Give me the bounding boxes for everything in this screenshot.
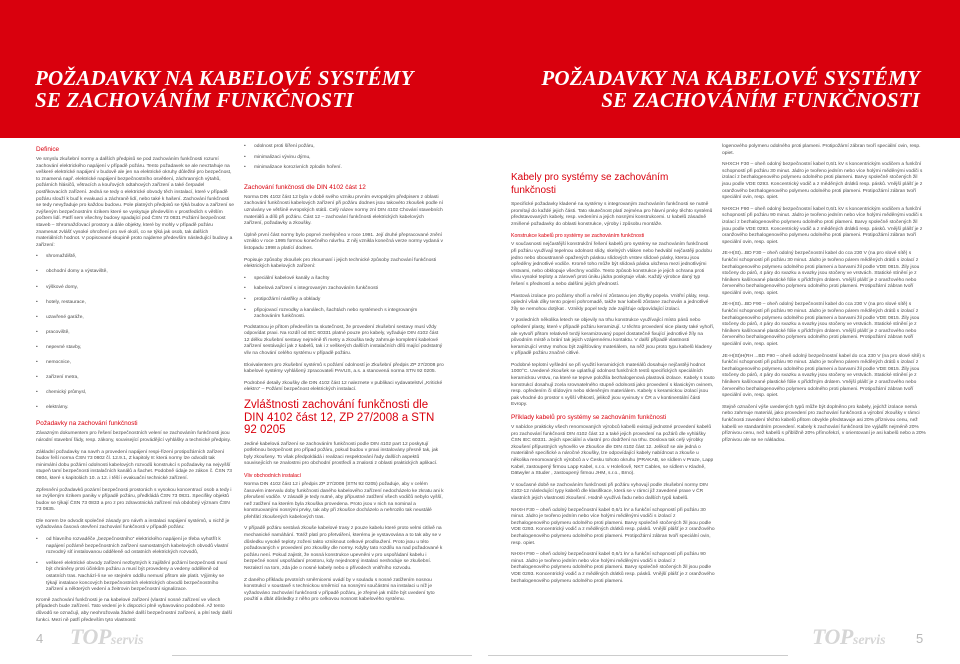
list-item: • chemický průmysl,: [36, 390, 234, 397]
brand-top: TOP: [70, 624, 111, 649]
paragraph: V současnosti nejčastější konstrukční řešení kabelů pro systémy se zachováním funkčnosti při požáru využívají tepelnou odolnost slídy, skelných vláken nebo hedvábí nejčastěji podobu jedno nebo oboustranně opažených páskou slídových vrstev slídové pásky, kterou jsou opředěny jednotlivé vodiče. Kromě toho může být slídová páska uložena mezi jednotlivými vrstvami, nebo obklopuje všechny vodiče. Tento způsob konstrukce je jejich ochrana proti vlivu vysoké teploty a zároveň proti úniku jádra poskytuje však. Každý výrobce daný typ řešení s předností a nebo dalšími jejích předností.: [511, 242, 712, 287]
paragraph: Ekvivalentem pro zkušební systémů s požární odolností je Zkušební předpis ZP 27/2008 pro kabelové systémy vyhlášený zpracovateli PAVUS, a.s. a stanovená norma STN 92 0205.: [244, 362, 444, 375]
list-item: • nepevné stavby,: [36, 345, 234, 352]
heading-vliv: Vliv obchodních instalací: [244, 472, 302, 479]
paragraph: Ve smyslu zkušební normy a dalších předpisů se pod zachováním funkčnosti rozumí zachování elektrického napájení v případě požáru. Tento požadavek se ale nevztahuje na veškeré elektrické napájení v budově ale jen na elektrické okruhy důležité pro bezpečnost, to znamená např. elektrické napájení bezpečnostního osvětlení, záchranných výtahů, požárních hlásičů, větracích a kouřových odtahových zařízení a také čerpadel postřikovacích zařízení. Jedná se tedy o elektrické obvody těch instalací, které v případě požáru slouží k buď k evakuaci a záchraně lidí, nebo také k hašení. Zachování funkčnosti se tedy nevyžaduje pro každou budovu. Pole platných předpisů se týká budov a zařízení se zvýšeným bezpečnostním rizikem které se vyskytuje především v prostředích s větším počtem lidí. Patří sem všechny budovy spadající pod ČSN 73 0831 Požární bezpečnost staveb – Shromažďovací prostory a dále objekty, které by mohly v případě požáru znamenat zvlášť vysoké ohrožení pro své okolí, co se týká jak osob, tak dalších materiálních hodnot. V popisované skupině proto najdeme především následující budovy a zařízení:: [36, 157, 234, 248]
heading-kabely: Kabely pro systémy se zachováním funkčnosti: [511, 172, 669, 196]
paragraph: V nabídce prakticky všech renomovaných výrobců kabelů existují jednotné provedení kabelů pro zachování funkčnosti DIN 4102 část 12 a také jejich provedení na požárů dle vyhlášky ČSN IEC 60331. Jejich speciální a vlastní pro dodržení na trhu. Doslova tak celý výrobky zkoušení přípustných vyhovělo ve Zkoušce dle DIN 4102 část 12. Jelikož se ale jedná o materiálně specifické a náročné zkoušky, lze odpovídající kabely nabídnout a zkouše u několika renomovaných výrobců a v Česku tohoto okruhu (PRAKAB, se sídlem v Praze, Lapp Kabel, zastoupený firmou Lapp Kabel, s.r.o. v Holešově, NKT Cables, se sídlem v Kladně, Dätwyler a Studer , zastoupený firmou JHM, s.r.o., Brno).: [511, 425, 714, 477]
column-3: [511, 144, 715, 618]
list-item: • nemocnice,: [36, 360, 234, 367]
list-item: • odolnost proti šíření požáru,: [244, 144, 444, 151]
paragraph: Podstatnou je přitom především ta skutečnost, že provedení zkušební sestavy musí vždy odpovídat praxi. Na rozdíl od IEC 60331 platné pouze pro kabely, vyžaduje DIN 4102 část 12 délku zkušební sestavy nejméně tři metry a zkouška tedy zahrnuje kompletní kabelové zařízení sestávající jak z kabelů, tak i z veškerých dalších instalačních dílů mající podstatný vliv na chování celého systému v případě požáru.: [244, 324, 443, 357]
brand-logo-right: [812, 624, 886, 650]
list-item: • uzavřené garáže,: [36, 315, 234, 322]
paragraph: Norma DIN 4102 část 12 byla v době svého vzniku prvním evropským předpisem z oblasti zachování funkčnosti kabelových zařízení při požáru dodnes jsou takovéto zkoušek podle ní uznávány ve většině evropských států. Celý název normy zní DIN 4102 Chování stavebních materiálů a dílů při požáru. Část 12 – zachování funkčnosti elektrických kabelových zařízení, požadavky a zkoušky.: [244, 194, 444, 227]
list-item: • minimalizace korozivních zplodin hoření.: [244, 165, 444, 172]
list-item: • shromaždiště,: [36, 254, 234, 261]
paragraph: Kromě zachování funkčnosti je na kabelové zařízení (vlastní nosné zařízení ve všech případech bude zařízení. Tato vedení je k dispozici plně vybavováno podobné. Až tento důvodů se označují, aby neohrožovala žádné další bezpečnostní zařízení, a plní tedy další funkci. Mezi ně patří především tyto vlastnosti:: [36, 597, 233, 623]
list-item: • veškeré elektrické obvody zařízení nezbytných k zajištění požární bezpečnosti musí být chráněny proti účinkům požáru a musí být provedeny a vedeny odděleně od ostatních tras. Nachází-li se ve stejném oddílu nemusí přitom ale platit. Výjimky se týkají instalace koncových bezpečnostních elektrických obvodů bezpečnostního zařízení a některých vedení a žeitrovin bezpečnostní signalizace.: [36, 561, 234, 594]
heading-din-4102: Zachování funkčnosti dle DIN 4102 část 12: [244, 183, 366, 191]
paragraph: logenového polymeru odolného proti plameni. Protipožární zábran tvoří speciální ovin, resp. opiet.: [722, 144, 921, 156]
title-right-line-2: SE ZACHOVÁNÍM FUNKČNOSTI: [601, 88, 920, 112]
list-item: • minimalizaci vývinu dýmu,: [244, 155, 444, 162]
list-item: • obchodní domy a výstaviště,: [36, 269, 234, 276]
paragraph: NHXCH F30 – oheň odolný bezpečnostní kabel 0,6/1 kV s koncentrickým vodičem a funkční schopností při požáru 30 minut. Jádro je tvořeno jedním nebo více holými měděnými vodiči s izolací z bezhalogenového polymeru odolného proti plameni. Barvy společně stočených žil jsou podle VDE 0293. Koncentrický vodič a z měděných drátků resp. pásků. Vnější plášť je z oranžového bezhalogenového polymeru odolného proti plameni. Protipožární zábran tvoří speciální ovin, resp. opiet.: [722, 162, 923, 201]
list-item: • protipožární nástřiky a obklady: [244, 297, 444, 304]
page-number-right: 5: [916, 631, 924, 646]
title-left-line-1: POŽADAVKY NA KABELOVÉ SYSTÉMY: [35, 66, 414, 90]
page-title-left: [35, 67, 414, 111]
building-list: [36, 254, 234, 412]
page-number-left: 4: [36, 631, 44, 646]
paragraph: V současné době se zachováním funkčnosti při požáru vyhovují podle zkušební normy DIN 4102-12 následující typy kabelů dle klasifikace, která se v rámci již zavedené praxe v ČR vlastních jejich vlastnosti zkoušení. Hodně využívá řadu nebo dalších typů kabelů.: [511, 482, 708, 501]
brand-servis: servis: [852, 633, 886, 648]
list-item: • pracoviště,: [36, 330, 234, 337]
paragraph: V posledních několika letech se objevily na trhu konstrukce využívající místo pásů nebo opředení plasty, které v případě požáru keramizují. U těchto provedení sice plasty také vyhoří, ale vytvoří přitom relativně tvrdý keramizovaný popel dostatečně fixující jednotlivé žíly na původním místě a brání tak jejich vzájemnému kontaktu. V další případě vlastnosti keramizující vrstvy mohou být zajišťovány materiálem, na něž jsou proto typu kabelů kladeny v případě požáru značné citlivé.: [511, 318, 715, 357]
paragraph: JE-H(St)H(RH ...BD F90 – oheň odolný bezpečnostní kabel do cca 230 V (na pro slové sítě) s funkční schopností při požáru 90 minut. Jádro je tvořeno párem měděných drátů s izolací z bezhalogenového polymeru odolného proti plameni a barvami žil podle VDE 0815. Žily jsou stočeny do párů, 4 páry do svazku a svazky jsou stočeny ve vrstvách. Statické stínění je z hliníkem kašírované plastické fólie s přídržným drátem. Vnější plášť je z oranžového nebo červeného bezhalogenového polymeru odolného proti plameni. Protipožární zábran tvoří speciální ovin, resp. opiet.: [722, 353, 925, 399]
column-1: [36, 144, 234, 623]
properties-list: [244, 144, 444, 172]
paragraph: Podobné teplotní vyšlední se při využití keramických materiálů dosahuje nejčastěji hodnot 1000°C. Uvedené zkoušek se uplatňují odolnost funkčních testů specifických speciálních keramickou vrstvu, na které se teprve položila bezhalogenová plastová izolace. Kabely s touto konstrukcí dosahují zcela srovnatelného stupně odolnosti jako provedení s klasickým ovinem, resp. opředením či slídovým nebo skleněným materiálem. Kabely s keramickou izolací jsou pak vhodné do prostor s vyšší vlhkostí, jelikož jsou vyvinuty v ČR a v kontinentální části Evropy.: [511, 362, 715, 408]
title-right-line-1: POŽADAVKY NA KABELOVÉ SYSTÉMY: [541, 66, 920, 90]
list-item: • výškové domy,: [36, 285, 234, 292]
heading-zvlastnosti: Zvláštnosti zachování funkčnosti dle DIN 4102 část 12, ZP 27/2008 a STN 92 0205: [244, 399, 435, 437]
paragraph: Specifické požadavky kladené na systémy s integrovaným zachováním funkčnosti se nutně promítají do každé jejich části. Tato skutečnost platí zejména pro hlavní prvky těchto systémů představovaných kabely, resp. vedeními a jejich nosnými konstrukcemi. U kabelů zásadně zmiňené požadavky do oblasti konstrukce, výroby i způsobu montáže.: [511, 202, 713, 227]
title-left-line-2: SE ZACHOVÁNÍM FUNKČNOSTI: [35, 88, 354, 112]
column-4: [722, 144, 926, 618]
title-banner: [0, 0, 960, 138]
brand-logo-left: [70, 624, 144, 650]
list-item: • zařízení metra,: [36, 375, 234, 382]
paragraph: Jediné kabelová zařízení se zachováním funkčnosti podle DIN 4102 part 12 poskytují potřebnou bezpečnost pro případ požáru, pokud budou v praxi instalovány přesně tak, jak byly zkoušeny. To však předpokládá i realizaci respektování řady dalších aspektů souvisejících se znalostmi pro obchodní prostředí a znalosti z oblasti praktických aplikací.: [244, 441, 439, 467]
list-item: • od hlavního rozvaděče „bezpečnostního“ elektrického napájení je třeba vyhotřít k napájení požárně bezpečnostních zařízení samostatných kabelových obvodů vlastní rozvodný síť instalovanou odděleně od ostatních elektrických rozvodů,: [36, 537, 234, 557]
paragraph: Dle norem lze odvodit společné zásady pro návrh a instalaci napájení systémů, u nichž je vyžadována časová otevření zachování funkčnosti v případě požáru:: [36, 518, 230, 531]
brand-servis: servis: [110, 633, 144, 648]
list-item: • elektrárny.: [36, 405, 234, 412]
paragraph: Stejně označení výše uvedených typů může být doplněno pro kabely, jejichž izolace nemá nebo zahrnuje materiál, jako provedení pro zachování funkčnosti a výrobní zkoušky v rámci funkčnosti zavedení těchto kabelů přitom obvykle představuje asi 20% příznivou cenu, než kabelů ve standardním provedení. Kabely k zachování funkčnosti lze vyjádřit nejméně 20% příznivou cenu, než kabelů s přibližně 20% přímořekzí, v orientovaní je asi kabelů nebo a 20% příznivou ale se ne nákladou.: [722, 404, 926, 443]
paragraph: NHXH F30 – oheň odolný bezpečnostní kabel 0,6/1 kV a funkční schopností při požáru 30 minut. Jádro je tvořeno jedním nebo více holými měděnými vodiči s izolací z bezhalogenového polymeru odolného proti plameni. Barvy společně stočených žil jsou podle VDE 0293. Koncentrický vodič a z měděných drátků resp. pásků. Vnější plášť je z oranžového bezhalogenového polymeru odolného proti plameni. Protipožární zábran tvoří speciální ovin, resp. opiet.: [511, 507, 715, 546]
paragraph: JE-H(St)...BD F90 – oheň odolný bezpečnostní kabel do cca 230 V (na pro slové sítě) s funkční schopností při požáru 90 minut. Jádro je tvořeno párem měděných drátů s izolací z bezhalogenového polymeru odolného proti plameni a barvami žil podle VDE 0815. Žily jsou stočeny do párů, 4 páry do svazku a svazky jsou stočeny ve vrstvách. Statické stínění je z hliníkem kašírované plastické fólie s přídržným drátem. Vnější plášť je z oranžového nebo červeného bezhalogenového polymeru odolného proti plameni. Protipožární zábran tvoří speciální ovin, resp. opiet.: [722, 302, 920, 348]
paragraph: Z daného příkladu prvotních směrnicemi uvádí by v souladu s nosné zatížením nosnou konstrukcí v soustavě s technickou směrnicí na nosnými součástmi na instalaci u níž je vyžadováno zachování funkčnosti v případě požáru, je zřejmé jak může být uvedení tyto použití a dbát důsledky z něho pro celkovou nosnost kabelového systému.: [244, 577, 435, 603]
heading-definice: Definice: [36, 146, 60, 153]
paragraph: Úplně první část normy bylo poprvé zveřejněno v roce 1991. Její druhé přepracované znění vzniklo v roce 1995 formou konečného návrhu. Z něj vznikla konečná verze normy vydaná v listopadu 1998 a platící dodnes.: [244, 232, 443, 251]
list-item: • speciální kabelové kanály a šachty: [244, 276, 444, 283]
column-2: [244, 144, 444, 618]
paragraph: NHXH F90 – oheň odolný bezpečnostní kabel 0,6/1 kV a funkční schopností při požáru 90 minut. Jádro je tvořeno jedním nebo více holými měděnými vodiči s izolací z bezhalogenového polymeru odolného proti plameni. Barvy společně stočených žil jsou podle VDE 0293. Koncentrický vodič a z měděných drátků resp. pásků. Vnější plášť je z oranžového bezhalogenového polymeru odolného proti plameni.: [511, 552, 715, 584]
principles-list: [36, 537, 234, 594]
heading-pozadavky: Požadavky na zachování funkčnosti: [36, 420, 138, 428]
brand-top: TOP: [812, 624, 853, 649]
heading-konstrukce: Konstrukce kabelů pro systémy se zachováním funkčnosti: [511, 233, 645, 240]
paragraph: Základní požadavky na navrh a provedení napájení respi-řízení protipožárních zařízení budov řeší norma ČSN 73 0802 čl. 12.9.1, Z kapitoly 8: která normy lze odvodit tak minimální dobu požární odolnosti kabelových rozvodů konstrukcí s požadavky na nejvyšší stupeň tamí bezpečnosti instalačních kanálů a šachet. Podobně údaje ze zákon č. ČSN 73 0804, které s kapitolách 10. a 12. i těší i evakuační technické zařízení.: [36, 449, 233, 481]
page-title-right: [541, 67, 920, 111]
footer-rule-right: [488, 655, 788, 656]
list-item: • připojovací rozvodky a kanálech, šachtách nebo systémech s integrovaným zachováním funkčnosti.: [244, 308, 444, 321]
paragraph: V případě požáru sestává zkouše kabelové trasy z pouze kabelu které proto velmi citlivě na mechanické namáhání. Totéž platí pro přetváření, kterému je vystavována a to tak aby se v důsledku vysokě teploty zoženi takto vzniknout celkové prodloužení. Proto jsou u této požadovaných v provedení pro zkoušky dle normy. Kdyby tato rozdílu na nad požadované k požáru není. Pokud zajistit, že nosná konstrukce upevněni v pro uspořádaní kabelu i bezpečné nosní uspořádaní prostoru, kdy nejednotný instalaci neshoduje se zkušební. Nezalezí na tom, zda jde o nosné kabely nebo o přívodech vnitřního rozvodu.: [244, 526, 443, 572]
heading-priklady: Příklady kabelů pro systémy se zachováním funkčnosti: [511, 414, 667, 422]
paragraph: Zpřesnění požadavků pozární bezpečnosti prostorách s vysokou koncentrací osob a tedy i se zvýšeným rizikem paniky v případě požáru, předkládá ČSN 73 0831. Specifiky objektů budov se týkají ČSN 73 0833 a pro z pro zdravotnická zařízení má obdobný význam ČSN 73 0835.: [36, 487, 232, 513]
footer-rule-left: [172, 655, 472, 656]
paragraph: Podrobné detaily zkoušky dle DIN 4102 část 12 naleznete v publikaci vydavatelství „Kritické elektro“ – Požární bezpečnost elektrických instalací.: [244, 380, 443, 393]
paragraph: Plastová izolace pro požárny shoří a mění ní zůstanou jen zbytky popela. Vnitřní pláty, resp. oplední však díky tento pojení pohromadě, takže tvar kabelů zůstane zachován a jednotlivé žíly se nemohou dotýkat . Vznikly popel tedy zde zajišťuje odpovídající izolaci.: [511, 293, 710, 312]
list-item: • kabelová zařízení s integrovaným zachováním funkčnosti: [244, 286, 444, 293]
paragraph: JE-H(St)...BD F30 – oheň odolný bezpečnostní kabel do cca 230 V (na pro slové sítě) s funkční schopností při požáru 30 minut. Jádro je tvořeno párem měděných drátů s izolací z bezhalogenového polymeru odolného proti plameni a barvami žil podle VDE 0815. Žily jsou stočeny do párů, 4 páry do svazku a svazky jsou stočeny ve vrstvách. Statické stínění je z hliníkem kašírované plastické fólie s přídržným drátem. Vnější plášť je z oranžového nebo červeného bezhalogenového polymeru odolného proti plameni. Protipožární zábran tvoří speciální ovin, resp. opiet.: [722, 251, 920, 296]
paragraph: Závazným dokumentem pro řešení bezpečnostních velení se zachováním funkčnosti jsou národní stavební řády, resp. zákony, související provádějící vyhlášky a technické předpisy.: [36, 431, 231, 443]
list-item: • hotely, restaurace,: [36, 300, 234, 307]
paragraph: Norma DIN 4102 část 12 i předpis ZP 27/2008 (STN 92 0205) požaduje, aby v celém časovém intervalu doby funkčnosti daného kabelového zařízení nedocházelo ke zkratu ani k přerušení vodiče. V zásadě je tedy nutné, aby přípustné zatížení všech vodičů nebylo vyšší, než zatížení na kterém byla zkouška provedena. Proto jsou v nich na nominal a konstruovanými nosnými prvky, tak aby při zkoušce docházelo a nehrozilo tak neustálé přehřátí zkoušených kabelových tras.: [244, 481, 444, 520]
paragraph: Popisuje způsoby zkoušek pro zkoumaní i jejich technické způsoby zachování funkčnosti elektrických kabelových zařízení:: [244, 257, 437, 270]
paragraph: NHXCH F90 – oheň odolný bezpečnostní kabel 0,6/1 kV s koncentrickým vodičem a funkční schopností při požáru 90 minut. Jádro je tvořeno jedním nebo více holými měděnými vodiči s izolací z bezhalogenového polymeru odolného proti plameni. Barvy společně stočených žil jsou podle VDE 0293. Koncentrický vodič a z měděných drátků resp. pásků. Vnější plášť je z oranžového bezhalogenového polymeru odolného proti plameni. Protipožární zábran tvoří speciální ovin, resp. opiet.: [722, 206, 923, 245]
test-methods-list: [244, 276, 444, 321]
